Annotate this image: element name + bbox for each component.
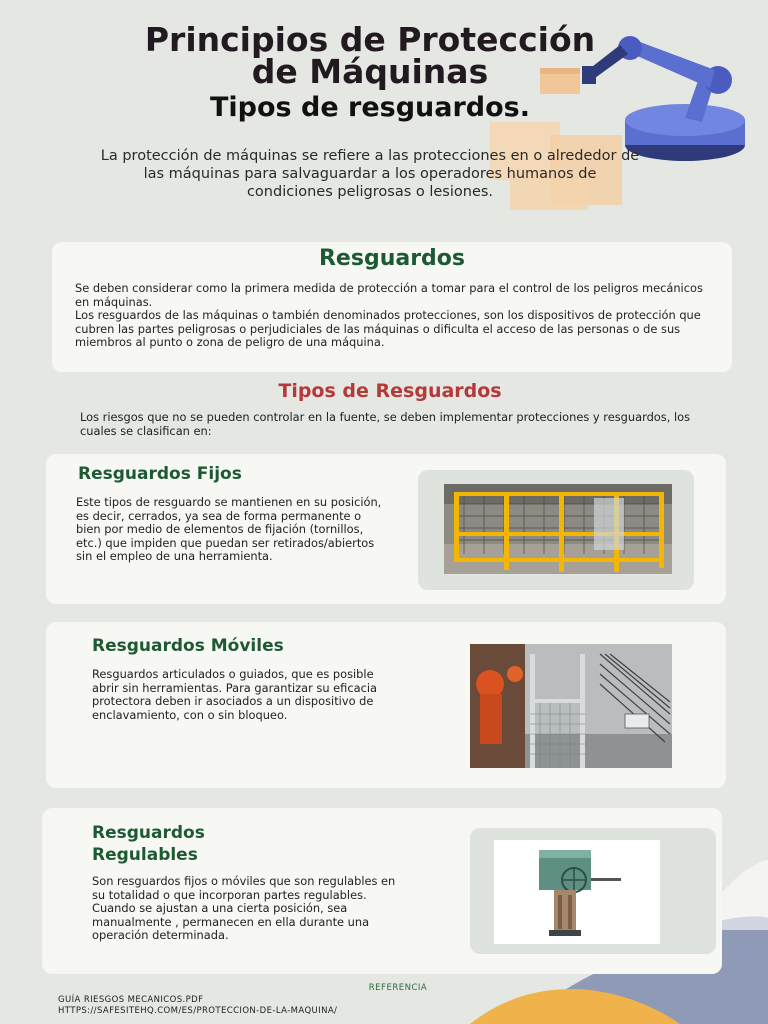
regulables-heading-line1: Resguardos xyxy=(92,823,205,843)
movable-guard-photo xyxy=(470,644,672,768)
intro-text: La protección de máquinas se refiere a las protecciones en o alrededor de las máquinas para salvaguardar a los operadores humanos de condiciones peligrosas o lesiones. xyxy=(100,148,640,200)
regulables-heading xyxy=(92,822,205,866)
regulables-text: Son resguardos fijos o móviles que son regulables en su totalidad o que incorporan partes regulables. Cuando se ajustan a una cierta posición, sea manualmente , permanecen en ella durante una operación determinada. xyxy=(92,874,396,942)
fijos-card xyxy=(46,454,726,604)
reference-link[interactable]: HTTPS://SAFESITEHQ.COM/ES/PROTECCION-DE-LA-MAQUINA/ xyxy=(58,1006,338,1016)
tipos-heading: Tipos de Resguardos xyxy=(278,380,502,402)
resguardos-paragraph-2: Los resguardos de las máquinas o también denominados protecciones, son los dispositivos de protección que cubren las partes peligrosas o perjudiciales de las máquinas o dificulta el acceso de las personas o de sus miembros al punto o zona de peligro de una máquina. xyxy=(75,308,701,349)
regulables-heading-line2: Regulables xyxy=(92,845,198,865)
reference-label: REFERENCIA xyxy=(368,983,428,993)
resguardos-paragraph-1: Se deben considerar como la primera medida de protección a tomar para el control de los peligros mecánicos en máquinas. xyxy=(75,281,703,309)
fijos-heading: Resguardos Fijos xyxy=(78,464,242,484)
moviles-text: Resguardos articulados o guiados, que es posible abrir sin herramientas. Para garantizar su eficacia protectora deben ir asociados a un dispositivo de enclavamiento, con o sin bloqueo. xyxy=(92,667,377,722)
adjustable-guard-photo xyxy=(494,840,660,944)
resguardos-card xyxy=(52,242,732,372)
tipos-intro: Los riesgos que no se pueden controlar en la fuente, se deben implementar protecciones y resguardos, los cuales se clasifican en: xyxy=(80,410,691,438)
reference-line-1: GUÍA RIESGOS MECANICOS.PDF xyxy=(58,995,204,1005)
fixed-guard-photo xyxy=(444,484,672,574)
regulables-card xyxy=(42,808,722,974)
page-title-line1: Principios de Protección xyxy=(144,20,596,59)
page-title xyxy=(40,20,700,91)
moviles-card xyxy=(46,622,726,788)
moviles-heading: Resguardos Móviles xyxy=(92,636,284,656)
resguardos-heading: Resguardos xyxy=(318,246,466,271)
fijos-photo-frame xyxy=(418,470,694,590)
page-title-line2: de Máquinas xyxy=(251,52,489,91)
page-subtitle: Tipos de resguardos. xyxy=(209,92,531,123)
fijos-text: Este tipos de resguardo se mantienen en su posición, es decir, cerrados, ya sea de forma permanente o bien por medio de elementos de fijación (tornillos, etc.) que impiden que puedan ser retirados/abiertos sin el empleo de una herramienta. xyxy=(76,495,382,563)
regulables-photo-frame xyxy=(470,828,716,954)
